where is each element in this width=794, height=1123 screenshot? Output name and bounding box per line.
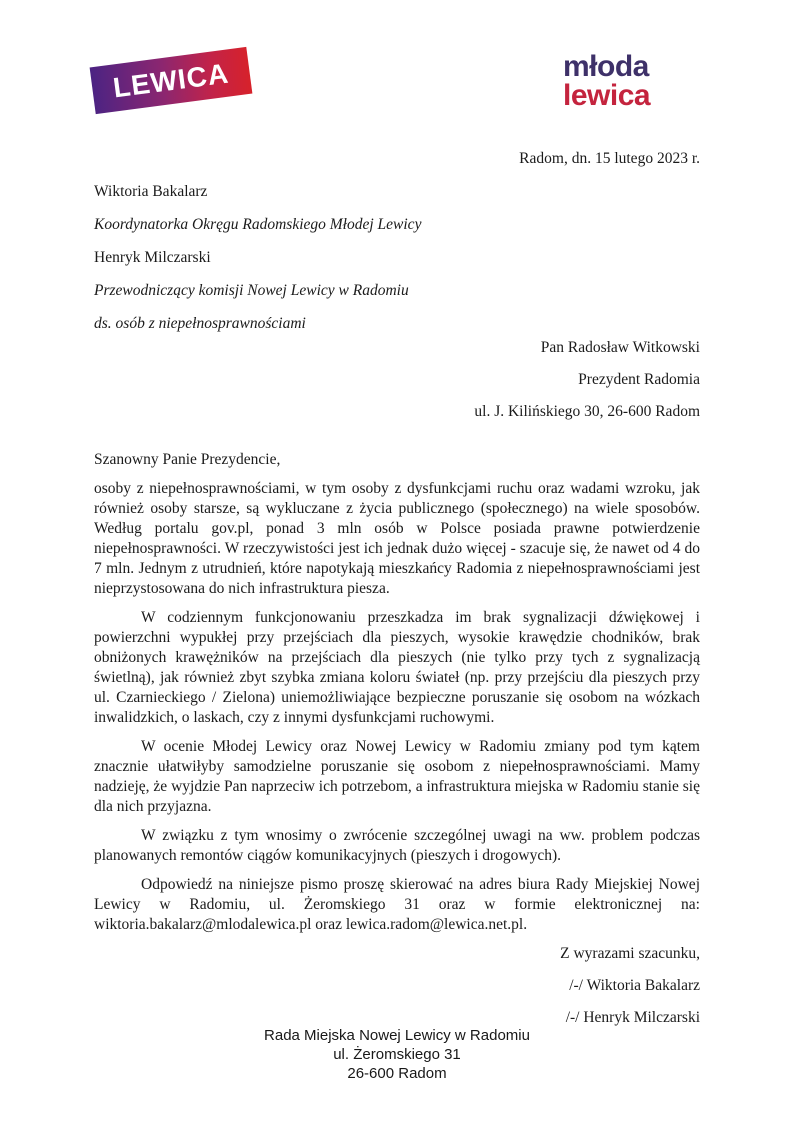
letter-body (94, 450, 700, 1040)
paragraph-5: Odpowiedź na niniejsze pismo proszę skierować na adres biura Rady Miejskiej Nowej Lewicy w Radomiu, ul. Żeromskiego 31 oraz w formie elektronicznej na: wiktoria.bakalarz@mlodalewica.pl oraz lewica.radom@lewica.net.pl. (94, 876, 700, 933)
recipient-block (94, 338, 700, 434)
paragraph-3: W ocenie Młodej Lewicy oraz Nowej Lewicy w Radomiu zmiany pod tym kątem znacznie ułatwiłyby samodzielne poruszanie się osobom z niepełnosprawnościami. Mamy nadzieję, że wyjdzie Pan naprzeciw ich potrzebom, a infrastruktura miejska w Radomiu stanie się dla nich przyjazna. (94, 738, 700, 815)
footer-block (0, 1026, 794, 1083)
mloda-lewica-logo (563, 52, 650, 110)
sender-role-2: Przewodniczący komisji Nowej Lewicy w Radomiu (94, 282, 409, 299)
recipient-address: ul. J. Kilińskiego 30, 26-600 Radom (474, 403, 700, 420)
salutation: Szanowny Panie Prezydencie, (94, 451, 281, 468)
mloda-lewica-logo-line2: lewica (563, 79, 651, 112)
lewica-logo (90, 47, 253, 114)
closing-phrase: Z wyrazami szacunku, (560, 945, 700, 962)
sender-role-1: Koordynatorka Okręgu Radomskiego Młodej Lewicy (94, 216, 422, 233)
sender-role-2-cont: ds. osób z niepełnosprawnościami (94, 315, 306, 332)
signature-1: /-/ Wiktoria Bakalarz (569, 977, 700, 994)
footer-street: ul. Żeromskiego 31 (333, 1046, 461, 1063)
date-line: Radom, dn. 15 lutego 2023 r. (519, 150, 700, 167)
sender-name-1: Wiktoria Bakalarz (94, 183, 208, 200)
recipient-name: Pan Radosław Witkowski (540, 339, 700, 356)
paragraph-1: osoby z niepełnosprawnościami, w tym osoby z dysfunkcjami ruchu oraz wadami wzroku, jak również osoby starsze, są wykluczane z życia publicznego (społecznego) na wiele sposobów. Według portalu gov.pl, ponad 3 mln osób w Polsce posiada prawne potwierdzenie niepełnosprawności. W rzeczywistości jest ich jednak dużo więcej - szacuje się, że nawet od 4 do 7 mln. Jednym z utrudnień, które napotykają mieszkańcy Radomia z niepełnosprawnościami jest nieprzystosowana do nich infrastruktura piesza. (94, 480, 700, 597)
paragraph-4: W związku z tym wnosimy o zwrócenie szczególnej uwagi na ww. problem podczas planowanych remontów ciągów komunikacyjnych (pieszych i drogowych). (94, 827, 700, 864)
paragraph-2: W codziennym funkcjonowaniu przeszkadza im brak sygnalizacji dźwiękowej i powierzchni wypukłej przy przejściach dla pieszych, wysokie krawędzie chodników, brak obniżonych krawężników na przejściach dla pieszych (nie tylko przy tych z sygnalizacją świetlną), jak również zbyt szybka zmiana koloru świateł (np. przy przejściu dla pieszych przy ul. Czarnieckiego / Zielona) uniemożliwiające bezpieczne poruszanie się osobom na wózkach inwalidzkich, o laskach, czy z innymi dysfunkcjami ruchowymi. (94, 609, 700, 726)
lewica-logo-text: LEWICA (111, 57, 231, 103)
mloda-lewica-logo-line1: młoda (563, 50, 649, 83)
sender-name-2: Henryk Milczarski (94, 249, 211, 266)
signature-2: /-/ Henryk Milczarski (565, 1009, 700, 1026)
sender-block (94, 182, 421, 347)
footer-organization: Rada Miejska Nowej Lewicy w Radomiu (264, 1027, 530, 1044)
footer-city: 26-600 Radom (347, 1065, 447, 1082)
recipient-title: Prezydent Radomia (578, 371, 700, 388)
